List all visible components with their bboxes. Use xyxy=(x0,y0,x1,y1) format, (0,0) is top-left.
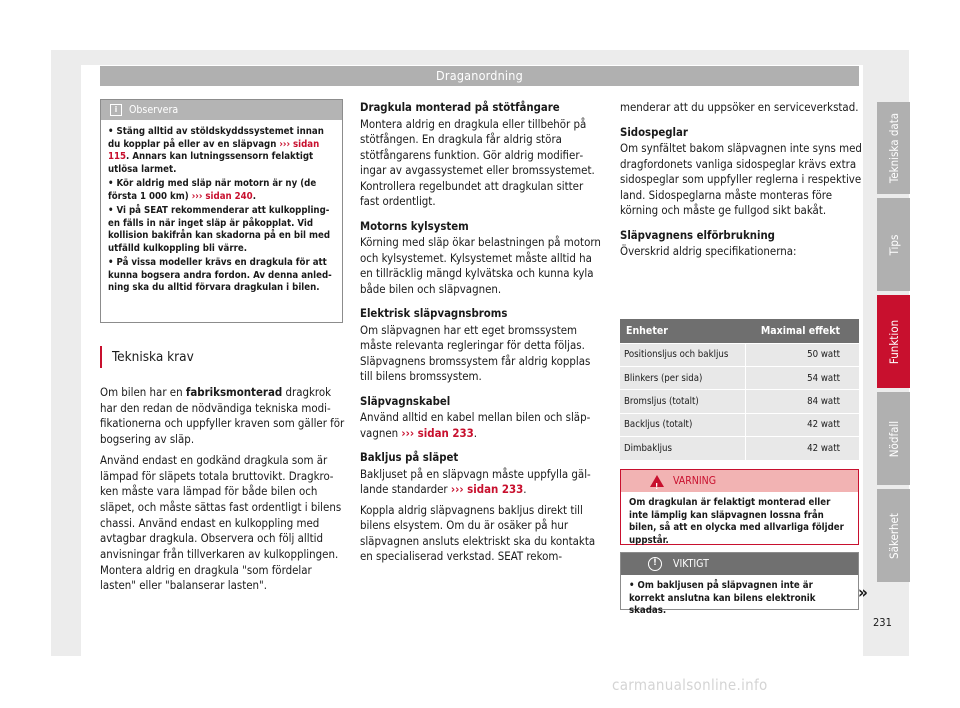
item-text: . Annars kan lutningssensorn felaktigt utlösa larmet. xyxy=(108,151,314,175)
side-tab-sakerhet[interactable] xyxy=(877,489,910,582)
exclamation-icon: ! xyxy=(648,557,662,571)
important-box xyxy=(620,552,859,617)
item-text: . xyxy=(252,190,256,202)
item-text: Kör aldrig med släp när motorn är ny (de första 1 000 km) xyxy=(108,178,317,202)
page-link[interactable]: ››› sidan 115 xyxy=(108,138,320,162)
paragraph: Använd endast en godkänd dragkula som är lämpad för släpets totala bruttovikt. Dragkroken måste vara lämpad för både bilen och släpet, och måste sättas fast ordentligt i bilens chassi. Använd endast en kulkoppling med avtagbar dragkula. Observera och följ alltid anvisningar från tillverkaren av kulkopplingen. Montera aldrig en dragkula "som fördelar lasten" eller "balanserar lasten". xyxy=(100,452,342,593)
side-tab-label: Funktion xyxy=(886,319,901,364)
bold-text: fabriksmonterad xyxy=(185,385,283,399)
page-link[interactable]: ››› sidan 240 xyxy=(191,190,253,202)
side-tab-tekniska-data[interactable] xyxy=(877,102,910,194)
column-header: Enheter xyxy=(620,319,746,343)
item-text: Vi på SEAT rekommenderar att kulkopplingen fälls in när inget släp är påkopplat. Vid kollision bakifrån kan skadorna på en bil med utfälld kulkoppling bli värre. xyxy=(108,205,331,254)
important-text: • Om bakljusen på släpvagnen inte är korrekt anslutna kan bilens elektronik skadas. xyxy=(629,580,816,617)
text: Om bilen har en xyxy=(100,385,186,399)
table-cell: Dimbakljus xyxy=(620,437,746,460)
watermark: carmanualsonline.info xyxy=(612,676,768,694)
paragraph: Montera aldrig en dragkula eller tillbehör på stötfången. En dragkula får aldrig störa stötfångarens funktion. Gör aldrig modifieringar av avgassystemet eller bromssystemet. Kontrollera regelbundet att dragkulan sitter fast ordentligt. xyxy=(360,116,595,208)
paragraph xyxy=(360,410,603,441)
page-link[interactable]: ››› sidan 233 xyxy=(450,482,524,496)
power-spec-table xyxy=(620,319,859,460)
side-tab-label: Nödfall xyxy=(886,420,901,457)
table-row xyxy=(620,437,859,460)
text: Bakljuset på en släpvagn måste uppfylla gällande standarder xyxy=(360,466,591,496)
important-title: VIKTIGT xyxy=(673,558,709,570)
paragraph: Om synfältet bakom släpvagnen inte syns med dragfordonets vanliga sidospeglar krävs extra sidospeglar som uppfyller reglerna i respektive land. Sidospeglarna måste monteras före körning och måste ge fullgod sikt bakåt. xyxy=(620,141,862,217)
paragraph xyxy=(100,385,345,448)
table-cell: 84 watt xyxy=(746,390,859,413)
table-row xyxy=(620,343,859,366)
side-tab-funktion[interactable] xyxy=(877,295,910,388)
table-row xyxy=(620,366,859,389)
side-tab-label: Säkerhet xyxy=(886,512,901,559)
subheading: Släpvagnens elförbrukning xyxy=(620,228,775,242)
table-cell: 54 watt xyxy=(746,366,859,389)
list-item: • Vi på SEAT rekommenderar att kulkopplingen fälls in när inget släp är påkopplat. Vid kollision bakifrån kan skadorna på en bil med utfälld kulkoppling bli värre. xyxy=(108,205,331,254)
table-cell: Backljus (totalt) xyxy=(620,413,746,436)
item-text: Stäng alltid av stöldskyddssystemet innan du kopplar på eller av en släpvagn xyxy=(108,126,324,150)
text: dragkrok har den redan de nödvändiga tekniska modifikationerna och uppfyller kraven som gäller för bogsering av släp. xyxy=(100,385,345,447)
section-body xyxy=(100,385,345,599)
text: . xyxy=(523,482,527,496)
subheading: Bakljus på släpet xyxy=(360,451,459,464)
table-cell: 50 watt xyxy=(746,343,859,366)
text: . xyxy=(473,425,478,440)
observera-list xyxy=(101,120,342,295)
info-icon: i xyxy=(110,104,122,116)
paragraph xyxy=(360,467,603,498)
paragraph: Körning med släp ökar belastningen på motorn och kylsystemet. Kylsystemet måste alltid ha en tillräcklig mängd kylvätska och kunna kyla både bilen och släpvagnen. xyxy=(360,235,601,296)
text: Använd alltid en kabel mellan bilen och släpvagnen xyxy=(360,410,591,440)
table-header-row xyxy=(620,319,859,343)
important-header xyxy=(621,553,858,575)
chapter-header: Draganordning xyxy=(100,66,859,86)
observera-header xyxy=(101,100,342,120)
list-item: • Kör aldrig med släp när motorn är ny (de första 1 000 km) ››› sidan 240. xyxy=(108,178,317,202)
subheading: Sidospeglar xyxy=(620,125,688,139)
list-item: • Stäng alltid av stöldskyddssystemet innan du kopplar på eller av en släpvagn ››› sidan 115. Annars kan lutningssensorn felaktigt utlösa larmet. xyxy=(108,126,324,175)
subheading: Dragkula monterad på stötfångare xyxy=(360,101,560,114)
subheading: Motorns kylsystem xyxy=(360,219,469,233)
column-3 xyxy=(620,100,862,269)
page-link[interactable]: ››› sidan 233 xyxy=(401,425,474,440)
column-header: Maximal effekt xyxy=(746,319,859,343)
table-cell: 42 watt xyxy=(746,413,859,436)
warning-title: VARNING xyxy=(673,475,717,487)
table-cell: Blinkers (per sida) xyxy=(620,366,746,389)
subheading: Släpvagnskabel xyxy=(360,394,451,408)
table-row xyxy=(620,390,859,413)
side-tab-label: Tips xyxy=(886,234,901,255)
observera-title: Observera xyxy=(129,104,179,116)
continue-arrow-icon: » xyxy=(858,583,868,603)
side-tab-nodfall[interactable] xyxy=(877,392,910,485)
observera-box xyxy=(100,99,343,323)
page-number: 231 xyxy=(873,616,892,629)
table-row xyxy=(620,413,859,436)
paragraph: Koppla aldrig släpvagnens bakljus direkt till bilens elsystem. Om du är osäker på hur släpvagnen ansluts elektriskt ska du kontakta en specialiserad verkstad. SEAT rekom- xyxy=(360,502,596,563)
side-tab-label: Tekniska data xyxy=(886,112,901,184)
warning-header xyxy=(621,470,858,492)
paragraph: Om släpvagnen har ett eget bromssystem måste relevanta regleringar för detta följas. Släpvagnens bromssystem får aldrig kopplas till bilens bromssystem. xyxy=(360,322,591,383)
table-cell: 42 watt xyxy=(746,437,859,460)
side-tab-tips[interactable] xyxy=(877,198,910,291)
warning-text: Om dragkulan är felaktigt monterad eller inte lämplig kan släpvagnen lossna från bilen, så att en olycka med allvarliga följder uppstår. xyxy=(629,497,844,546)
paragraph: Överskrid aldrig specifikationerna: xyxy=(620,244,797,258)
section-title: Tekniska krav xyxy=(100,346,343,368)
table-cell: Bromsljus (totalt) xyxy=(620,390,746,413)
item-text: På vissa modeller krävs en dragkula för att kunna bogsera andra fordon. Av denna anledning ska du alltid förvara dragkulan i bilen. xyxy=(108,257,332,293)
warning-icon xyxy=(650,475,664,487)
subheading: Elektrisk släpvagnsbroms xyxy=(360,307,508,320)
warning-box xyxy=(620,469,859,545)
paragraph: menderar att du uppsöker en serviceverkstad. xyxy=(620,100,859,114)
list-item: • På vissa modeller krävs en dragkula för att kunna bogsera andra fordon. Av denna anledning ska du alltid förvara dragkulan i bilen. xyxy=(108,257,332,293)
important-text-content: Om bakljusen på släpvagnen inte är korrekt anslutna kan bilens elektronik skadas. xyxy=(629,580,816,617)
table-cell: Positionsljus och bakljus xyxy=(620,343,746,366)
column-2 xyxy=(360,100,603,574)
